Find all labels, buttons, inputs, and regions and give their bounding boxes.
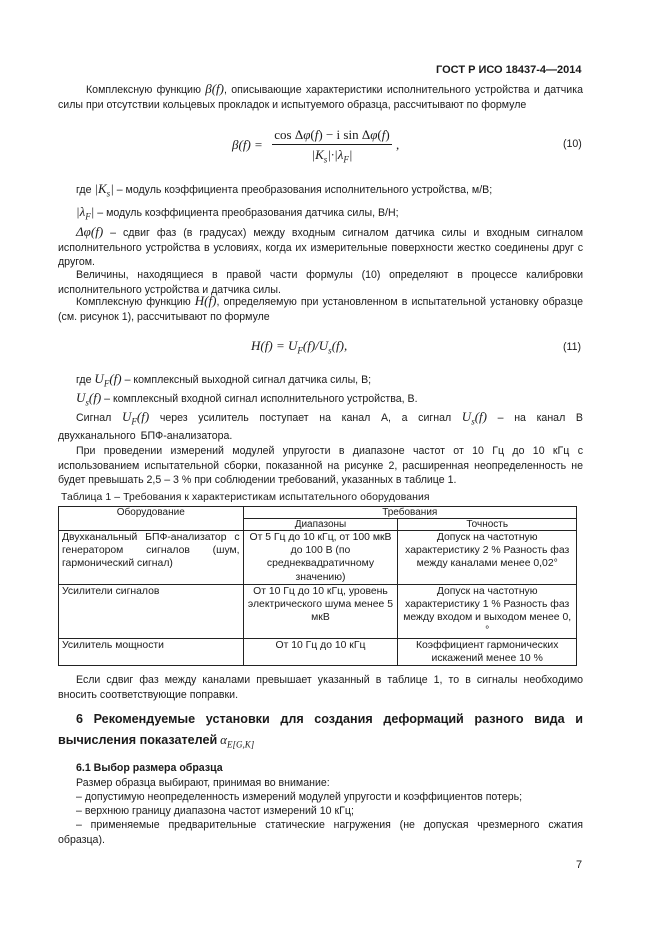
where-label: где bbox=[76, 374, 92, 386]
cell-ranges: От 10 Гц до 10 кГц, уровень электрического шума менее 5 мкВ bbox=[243, 584, 398, 638]
paragraph-signals bbox=[58, 410, 583, 444]
table-row bbox=[59, 584, 577, 638]
us-symbol: $U_s(f)$ bbox=[461, 409, 488, 427]
cell-ranges: От 10 Гц до 10 кГц bbox=[243, 638, 398, 665]
paragraph-text: – на канал В двухканального БПФ-анализатора. bbox=[58, 412, 583, 443]
header-ranges: Диапазоны bbox=[243, 519, 398, 531]
paragraph-text: Сигнал bbox=[76, 412, 112, 424]
definition-ks bbox=[76, 182, 583, 201]
header-equipment: Оборудование bbox=[59, 507, 244, 531]
paragraph-phase-correction: Если сдвиг фаз между каналами превышает указанный в таблице 1, то в сигналы необходимо вносить соответствующие поправки. bbox=[58, 674, 583, 701]
paragraph-uncertainty: При проведении измерений модулей упругости в диапазоне частот от 10 Гц до 10 кГц с использованием испытательной сборки, показанной на рисунке 2, расширенная неопределенность не будет превышать 2,5 – 3 % при соблюдении требований, указанных в таблице 1. bbox=[58, 445, 583, 487]
equation-10 bbox=[232, 127, 412, 167]
page-number: 7 bbox=[576, 859, 583, 871]
requirements-table bbox=[58, 506, 577, 666]
subsection-intro: Размер образца выбирают, принимая во внимание: bbox=[76, 777, 330, 789]
section-heading-text: вычисления показателей bbox=[58, 733, 218, 747]
equation-11: $H(f) = U_F(f)/U_s(f)$, bbox=[251, 338, 348, 356]
paragraph-text: через усилитель поступает на канал А, а сигнал bbox=[159, 412, 452, 424]
cell-accuracy: Допуск на частотную характеристику 2 % Разность фаз между каналами менее 0,02° bbox=[398, 531, 577, 585]
table-row bbox=[59, 531, 577, 585]
uf-symbol: $U_F(f)$ bbox=[122, 409, 150, 427]
document-code: ГОСТ Р ИСО 18437-4—2014 bbox=[436, 64, 582, 76]
cell-accuracy: Допуск на частотную характеристику 1 % Разность фаз между входом и выходом менее 0,° bbox=[398, 584, 577, 638]
table-row bbox=[59, 638, 577, 665]
cell-equipment: Усилитель мощности bbox=[59, 638, 244, 665]
us-symbol: $U_s(f)$ bbox=[76, 390, 102, 408]
header-accuracy: Точность bbox=[398, 519, 577, 531]
list-item: – применяемые предварительные статические нагружения (не допуская чрезмерного сжатия образца). bbox=[58, 819, 583, 846]
list-item: – допустимую неопределенность измерений модулей упругости и коэффициентов потерь; bbox=[76, 791, 523, 803]
header-requirements: Требования bbox=[243, 507, 576, 519]
paragraph-text: Комплексную функцию bbox=[76, 296, 191, 308]
definition-uf bbox=[76, 372, 583, 391]
uf-symbol: $U_F(f)$ bbox=[94, 371, 122, 389]
paragraph-calibration: Величины, находящиеся в правой части формулы (10) определяют в процессе калибровки исполнительного устройства и датчика силы. bbox=[58, 269, 583, 296]
cell-ranges: От 5 Гц до 10 кГц, от 100 мкВ до 100 В (по среднеквадратичному значению) bbox=[243, 531, 398, 585]
lambda-symbol: $|\lambda_F|$ bbox=[76, 204, 95, 222]
subsection-heading: 6.1 Выбор размера образца bbox=[76, 762, 223, 774]
equation-number-11: (11) bbox=[563, 341, 582, 353]
definition-dphi bbox=[58, 225, 583, 270]
cell-equipment: Двухканальный БПФ-анализатор с генератором сигналов (шум, гармонический сигнал) bbox=[59, 531, 244, 585]
definition-us bbox=[76, 391, 583, 410]
paragraph-text: , описывающие характеристики исполнительного устройства и датчика силы при отсутствии кольцевых прокладок и испытуемого образца, рассчитывают по формуле bbox=[58, 84, 583, 111]
alpha-symbol: $\alpha_{E[G,K]}$ bbox=[220, 732, 255, 750]
equation-tail: , bbox=[396, 137, 400, 152]
equation-lhs: β(f) = bbox=[232, 137, 263, 152]
equation-denominator: $|K_s|\cdot|\lambda_F|$ bbox=[311, 147, 353, 165]
cell-equipment: Усилители сигналов bbox=[59, 584, 244, 638]
table-caption: Таблица 1 – Требования к характеристикам испытательного оборудования bbox=[61, 492, 430, 503]
fraction-bar bbox=[272, 144, 392, 145]
definition-text: – модуль коэффициента преобразования исполнительного устройства, м/В; bbox=[116, 184, 493, 196]
definition-text: – сдвиг фаз (в градусах) между входным сигналом датчика силы и входным сигналом исполнительного устройства в условиях, когда их измерительные поверхности жестко соединены друг с другом. bbox=[58, 227, 583, 269]
definition-lambda bbox=[76, 205, 583, 224]
paragraph-beta-intro bbox=[58, 82, 583, 112]
beta-symbol: β(f) bbox=[205, 81, 225, 96]
cell-accuracy: Коэффициент гармонических искажений менее 10 % bbox=[398, 638, 577, 665]
paragraph-text: Комплексную функцию bbox=[86, 84, 201, 96]
dphi-symbol: Δφ(f) bbox=[76, 224, 104, 239]
equation-numerator: cos Δφ(f) − i sin Δφ(f) bbox=[274, 127, 390, 142]
where-label: где bbox=[76, 184, 92, 196]
equation-number-10: (10) bbox=[563, 138, 582, 150]
definition-text: – модуль коэффициента преобразования датчика силы, В/Н; bbox=[97, 207, 399, 219]
paragraph-text: , определяемую при установленном в испытательной установку образце (см. рисунок 1), рассчитывают по формуле bbox=[58, 296, 584, 323]
section-heading-line2 bbox=[58, 732, 254, 750]
definition-text: – комплексный входной сигнал исполнительного устройства, В. bbox=[104, 393, 418, 405]
h-symbol: H(f) bbox=[194, 293, 217, 308]
ks-symbol: $|K_s|$ bbox=[94, 181, 114, 199]
definition-text: – комплексный выходной сигнал датчика силы, В; bbox=[124, 374, 372, 386]
list-item: – верхнюю границу диапазона частот измерений 10 кГц; bbox=[76, 805, 354, 817]
section-heading: 6 Рекомендуемые установки для создания деформаций разного вида и bbox=[76, 712, 583, 726]
paragraph-h-intro bbox=[58, 294, 583, 324]
